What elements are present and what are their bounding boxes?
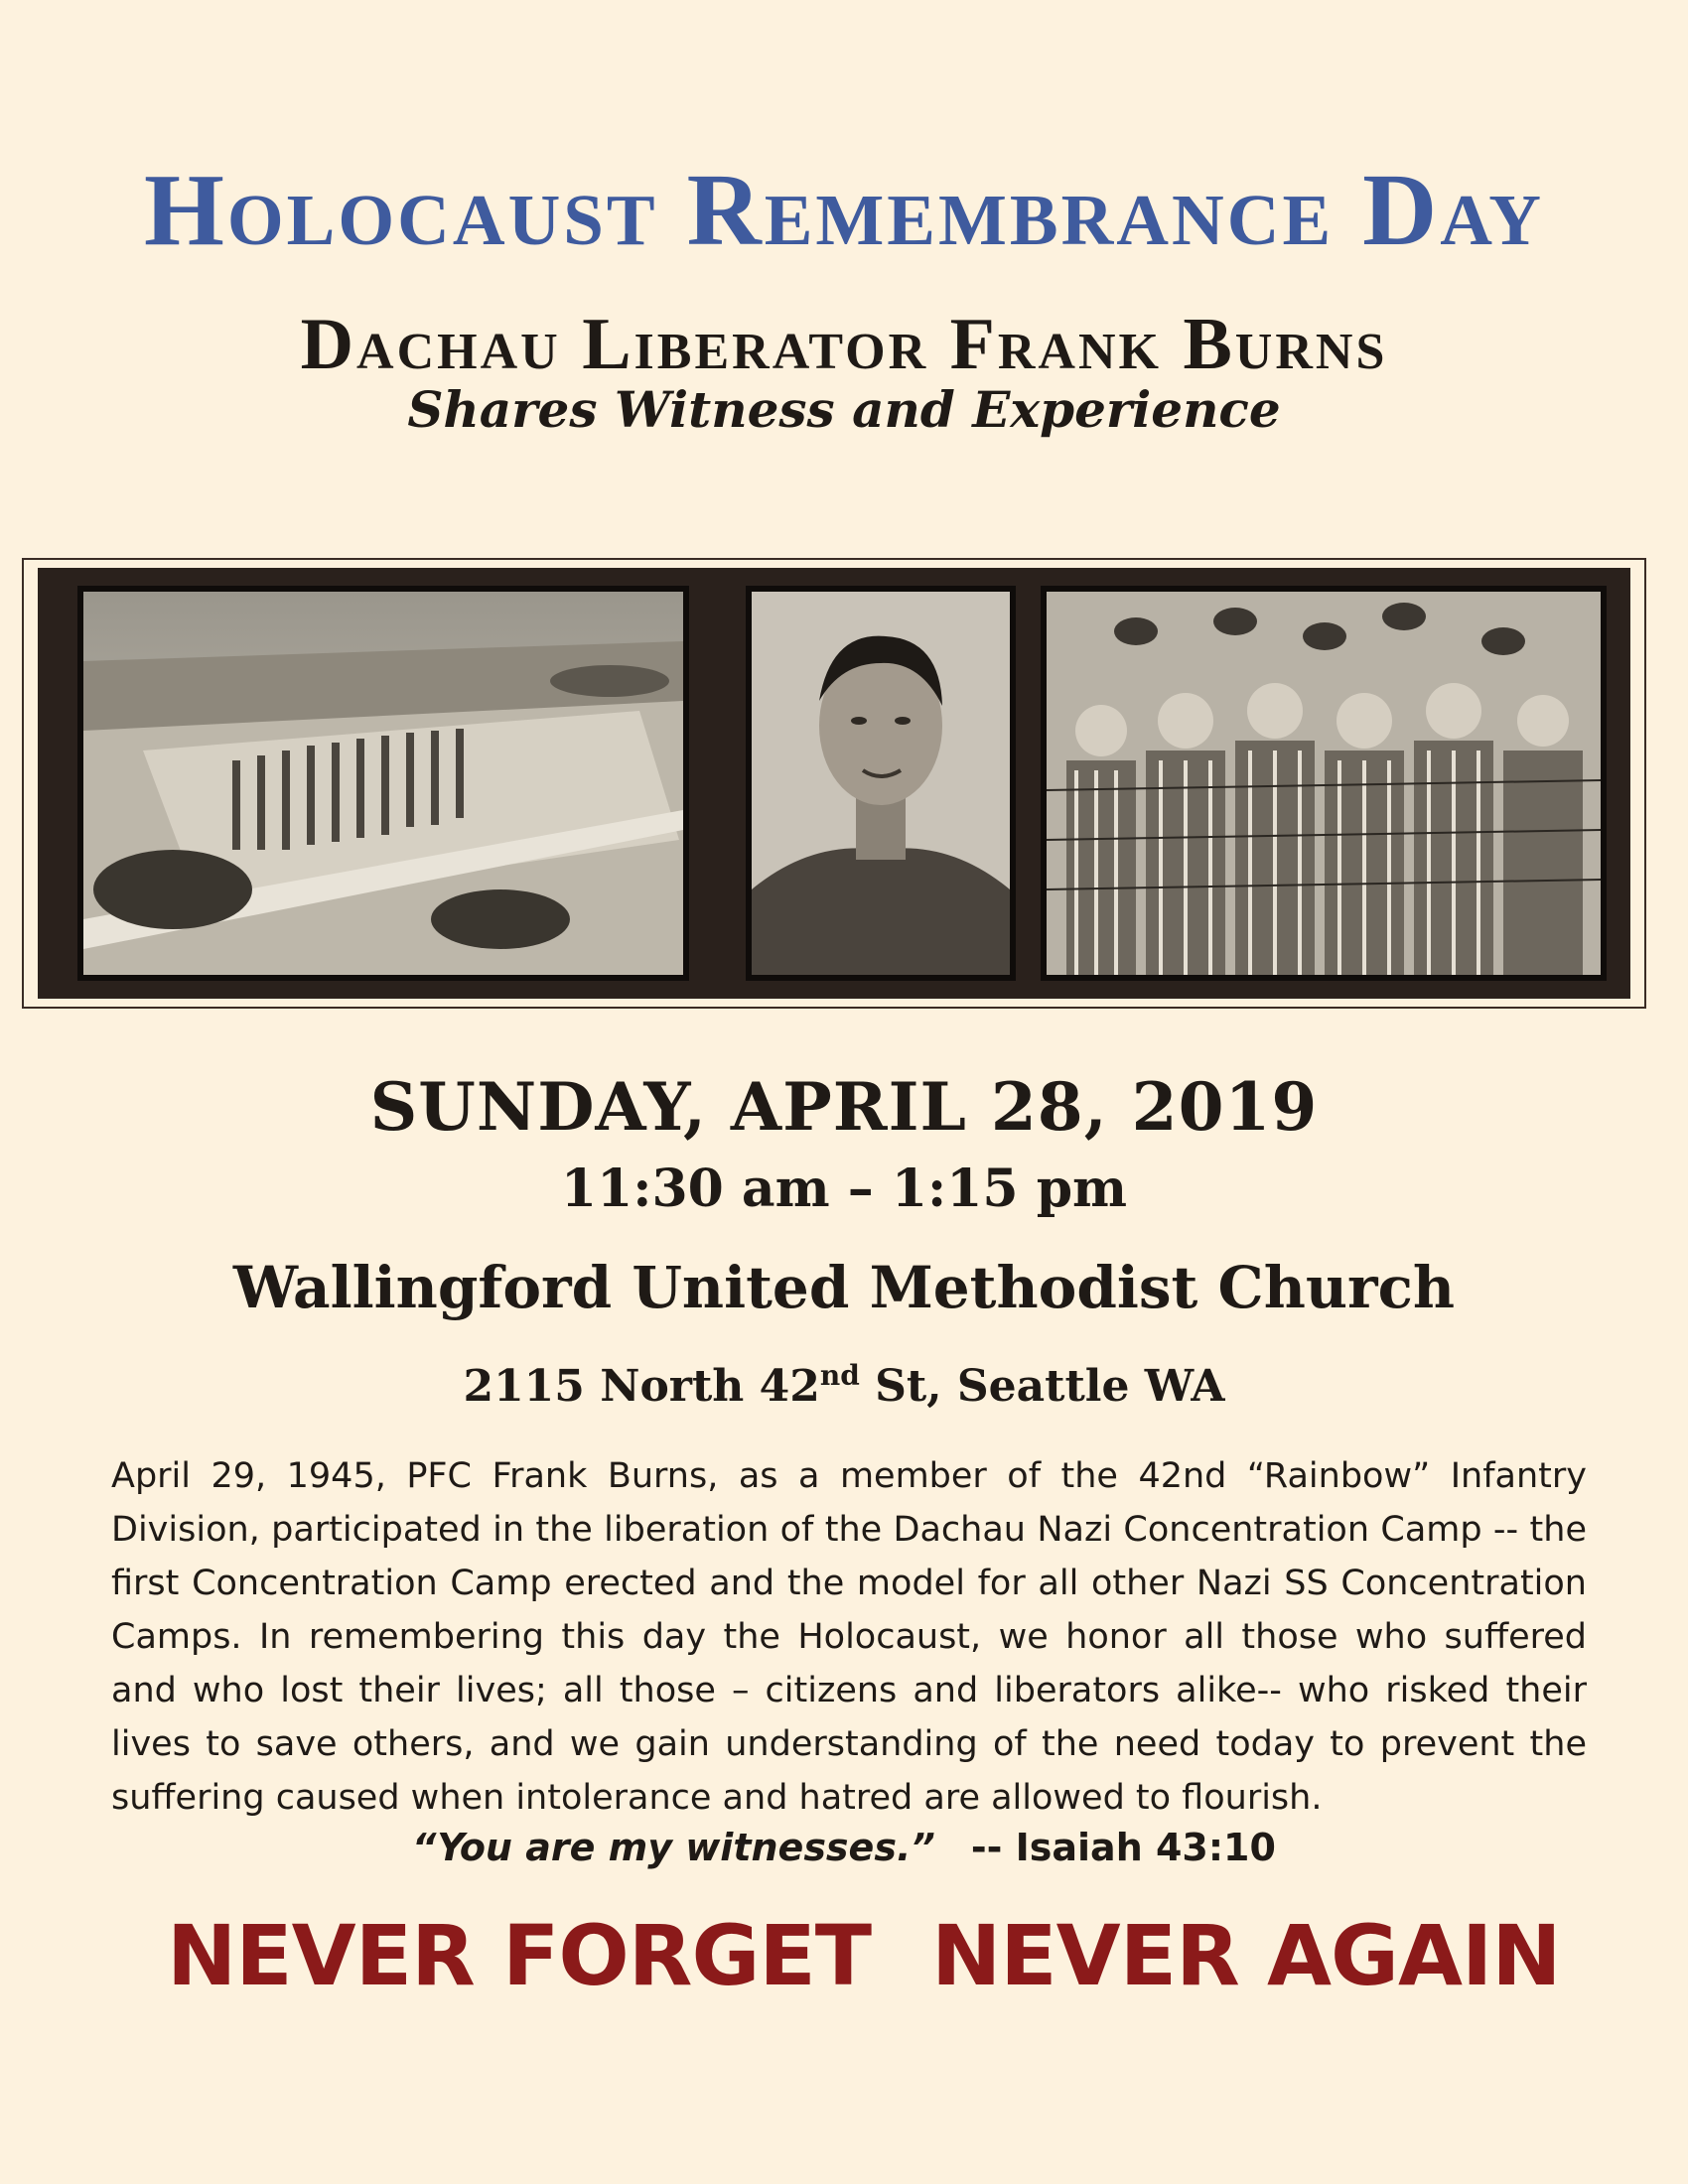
address-number: 2115 North 42 bbox=[463, 1361, 820, 1412]
slogan-never-again: NEVER AGAIN bbox=[931, 1907, 1561, 2004]
quote-source: -- Isaiah 43:10 bbox=[970, 1826, 1276, 1869]
portrait-photo bbox=[746, 586, 1016, 981]
slogan-never-forget: NEVER FORGET bbox=[167, 1907, 872, 2004]
aerial-camp-image bbox=[83, 592, 683, 975]
photo-frame bbox=[22, 558, 1646, 1009]
tagline: Shares Witness and Experience bbox=[407, 380, 1281, 439]
aerial-camp-photo bbox=[77, 586, 689, 981]
quote-line bbox=[0, 1826, 1688, 1869]
address-rest: St, Seattle WA bbox=[859, 1361, 1225, 1412]
subtitle: Dachau Liberator Frank Burns bbox=[300, 304, 1388, 385]
event-address bbox=[0, 1359, 1688, 1412]
prisoners-image bbox=[1047, 592, 1601, 975]
event-venue: Wallingford United Methodist Church bbox=[232, 1254, 1456, 1321]
portrait-image bbox=[752, 592, 1010, 975]
quote-text: “You are my witnesses.” bbox=[412, 1826, 935, 1869]
body-paragraph: April 29, 1945, PFC Frank Burns, as a member of the 42nd “Rainbow” Infantry Division, participated in the liberation of the Dachau Nazi Concentration Camp -- the first Concentration Camp erected and the model for all other Nazi SS Concentration Camps. In remembering this day the Holocaust, we honor all those who suffered and who lost their lives; all those – citizens and liberators alike-- who risked their lives to save others, and we gain understanding of the need today to prevent the suffering caused when intolerance and hatred are allowed to flourish. bbox=[111, 1456, 1587, 1818]
event-date: SUNDAY, APRIL 28, 2019 bbox=[369, 1068, 1319, 1146]
event-time: 11:30 am – 1:15 pm bbox=[560, 1159, 1128, 1219]
address-suffix: nd bbox=[819, 1359, 860, 1392]
photo-strip bbox=[38, 568, 1630, 999]
page-title: Holocaust Remembrance Day bbox=[144, 153, 1544, 267]
liberated-prisoners-photo bbox=[1041, 586, 1607, 981]
